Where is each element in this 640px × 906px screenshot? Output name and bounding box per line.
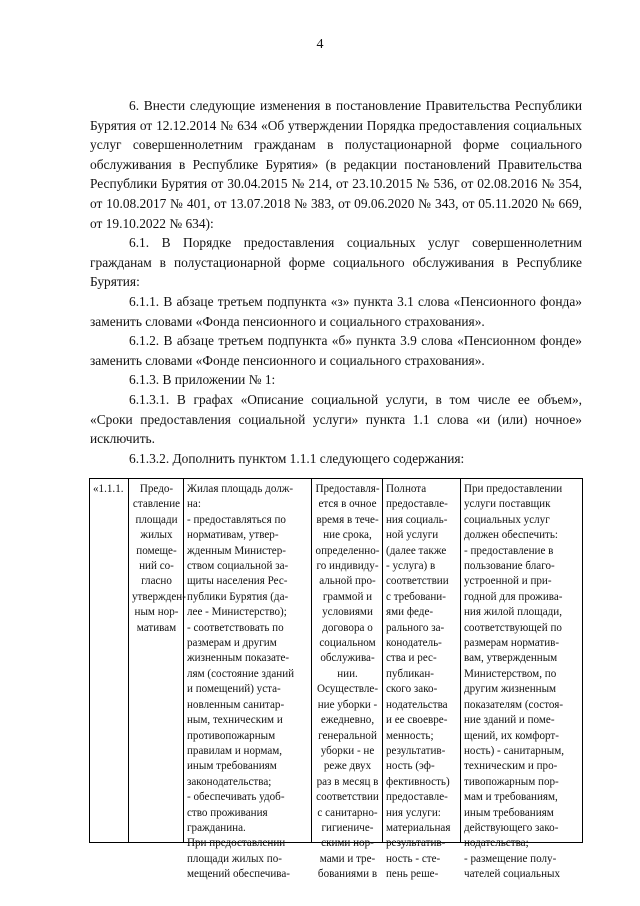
cell-line: - предоставляться по <box>187 513 286 526</box>
cell-line: годной для прожива- <box>464 590 563 603</box>
cell-line: на: <box>187 498 201 511</box>
cell-line: ным, техническим и <box>187 714 283 727</box>
cell-line: законодательства; <box>187 775 272 788</box>
cell-line: площади <box>135 513 178 526</box>
cell-line: генеральной <box>318 729 377 742</box>
cell-line: раз в месяц в <box>316 775 379 788</box>
cell-line: ной услуги <box>386 529 439 542</box>
cell-line: Предоставля- <box>315 483 380 495</box>
cell-line: нодательства; <box>464 837 529 850</box>
cell-line: договора о <box>322 621 373 634</box>
cell-line: реже двух <box>323 760 372 773</box>
cell-line: условиями <box>322 606 373 619</box>
cell-service-description <box>184 479 312 881</box>
cell-line: нии. <box>337 667 358 680</box>
cell-quality-indicators <box>383 479 461 881</box>
cell-line: ства и рес- <box>386 652 437 665</box>
cell-line: иным требованиям <box>187 760 277 773</box>
cell-service-terms <box>312 479 383 881</box>
cell-line: соответствии <box>316 791 379 804</box>
paragraph-6-1-3-2: 6.1.3.2. Дополнить пунктом 1.1.1 следующего содержания: <box>129 450 465 466</box>
cell-line: фективность) <box>386 775 450 788</box>
cell-line: результатив- <box>386 744 446 757</box>
cell-line: техническим и про- <box>464 760 558 773</box>
cell-line: предоставле- <box>386 791 448 804</box>
cell-line: предоставле- <box>386 498 448 511</box>
cell-line: - размещение полу- <box>464 852 557 865</box>
cell-line: ского зако- <box>386 683 438 696</box>
cell-line: граммой и <box>322 590 373 603</box>
cell-line: гражданина. <box>187 821 246 834</box>
cell-line: правилам и нормам, <box>187 744 283 757</box>
cell-line: нодательства <box>386 698 448 711</box>
cell-line: ние срока, <box>323 529 372 542</box>
cell-line: и ее своевре- <box>386 714 448 727</box>
cell-line: рального за- <box>386 621 445 634</box>
cell-line: другим жизненным <box>464 683 557 696</box>
cell-line: лям (состояние зданий <box>187 667 295 680</box>
cell-line: ния услуги: <box>386 806 441 819</box>
cell-line: Осуществле- <box>316 683 379 696</box>
cell-line: чателей социальных <box>464 868 561 881</box>
cell-line: жденным Министер- <box>187 544 286 557</box>
cell-line: ность (эф- <box>386 760 435 773</box>
cell-line: гигиениче- <box>321 821 374 834</box>
cell-line: - обеспечивать удоб- <box>187 791 285 804</box>
cell-line: обслужива- <box>320 652 375 665</box>
cell-line: тивопожарным пор- <box>464 775 559 788</box>
cell-line: с санитарно- <box>317 806 378 819</box>
cell-line: пользование благо- <box>464 560 555 573</box>
cell-line: ется в очное <box>318 498 377 511</box>
cell-line: ния социаль- <box>386 513 448 526</box>
cell-line: противопожарным <box>187 729 276 742</box>
cell-line: ние уборки - <box>317 698 378 711</box>
cell-line: мещений обеспечива- <box>187 868 290 881</box>
cell-line: мативам <box>136 621 177 634</box>
cell-line: с требовани- <box>386 590 446 603</box>
cell-line: альной про- <box>319 575 376 588</box>
cell-line: жилых <box>140 529 173 542</box>
cell-line: нормативам, утвер- <box>187 529 279 542</box>
cell-line: показателям (состоя- <box>464 698 564 711</box>
cell-line: ями феде- <box>386 606 434 619</box>
cell-line: новленным санитар- <box>187 698 285 711</box>
table-row <box>90 479 583 843</box>
page-number: 4 <box>316 37 324 52</box>
cell-line: го индивиду- <box>316 560 379 573</box>
cell-line: утвержден- <box>132 590 186 603</box>
cell-line: (далее также <box>386 544 447 557</box>
cell-line: ний со- <box>139 560 174 573</box>
cell-line: менность; <box>386 729 434 742</box>
cell-line: ность - сте- <box>386 852 441 865</box>
paragraph-6-1-3: 6.1.3. В приложении № 1: <box>129 372 276 388</box>
cell-line: размерам норматив- <box>464 637 560 650</box>
cell-line: публикан- <box>386 667 434 680</box>
cell-line: ния жилой площади, <box>464 606 562 619</box>
cell-line: устроенной и при- <box>464 575 552 588</box>
cell-line: действующего зако- <box>464 821 559 834</box>
document-body <box>90 96 582 468</box>
cell-line: щиты населения Рес- <box>187 575 288 588</box>
cell-line: гласно <box>141 575 172 588</box>
cell-line: социальном <box>319 637 376 650</box>
cell-line: мам и требованиям, <box>464 791 558 804</box>
cell-line: иным требованиям <box>464 806 554 819</box>
cell-line: бованиями в <box>317 868 378 881</box>
cell-line: ство проживания <box>187 806 268 819</box>
cell-line: ность) - санитарным, <box>464 744 565 757</box>
cell-line: Министерством, по <box>464 667 557 680</box>
cell-line: щений, их комфорт- <box>464 729 559 742</box>
cell-line: и помещений) уста- <box>187 683 281 696</box>
paragraph-6-1: 6.1. В Порядке предоставления социальных услуг совершеннолетним гражданам в полустационарной форме социального обслуживания в Республике Бурятия: <box>90 235 582 290</box>
paragraph-6-1-1: 6.1.1. В абзаце третьем подпункта «з» пункта 3.1 слова «Пенсионного фонда» заменить словами «Фонда пенсионного и социального страхования». <box>90 293 582 329</box>
cell-line: время в тече- <box>316 513 379 526</box>
cell-line: конодатель- <box>386 637 442 650</box>
cell-line: пень реше- <box>386 868 439 881</box>
cell-service-conditions <box>461 479 583 881</box>
cell-line: Полнота <box>386 483 427 495</box>
cell-line: - предоставление в <box>464 544 554 557</box>
cell-line: уборки - не <box>320 744 375 757</box>
cell-line: ставление <box>132 498 181 511</box>
cell-line: ежедневно, <box>320 714 375 727</box>
cell-line: скими нор- <box>321 837 374 850</box>
cell-line: - услуга) в <box>386 560 436 573</box>
cell-line: ством социальной за- <box>187 560 289 573</box>
amendment-table <box>89 478 583 881</box>
cell-line: соответствующей по <box>464 621 562 634</box>
cell-line: Предо- <box>139 483 174 495</box>
cell-line: - соответствовать по <box>187 621 284 634</box>
cell-line: площади жилых по- <box>187 852 282 865</box>
cell-line: должен обеспечить: <box>464 529 558 542</box>
cell-line: жизненным показате- <box>187 652 290 665</box>
cell-line: социальных услуг <box>464 513 550 526</box>
cell-line: ние зданий и поме- <box>464 714 555 727</box>
cell-line: размерам и другим <box>187 637 277 650</box>
cell-line: соответствии <box>386 575 449 588</box>
paragraph-6: 6. Внести следующие изменения в постановление Правительства Республики Бурятия от 12.12.2014 № 634 «Об утверждении Порядка предоставления социальных услуг совершеннолетним гражданам в полустационарной форме социального обслуживания в Республике Бурятия» (в редакции постановлений Правительства Республики Бурятия от 30.04.2015 № 214, от 23.10.2015 № 536, от 02.08.2016 № 354, от 10.08.2017 № 401, от 13.07.2018 № 383, от 09.06.2020 № 343, от 05.11.2020 № 669, от 19.10.2022 № 634): <box>90 98 582 231</box>
cell-line: помеще- <box>136 544 177 557</box>
cell-line: При предоставлении <box>464 483 563 495</box>
cell-line: лее - Министерство); <box>187 606 287 619</box>
paragraph-6-1-2: 6.1.2. В абзаце третьем подпункта «б» пункта 3.9 слова «Пенсионном фонде» заменить словами «Фонде пенсионного и социального страхования». <box>90 333 582 368</box>
cell-line: определенно- <box>315 544 380 557</box>
cell-service-name <box>129 479 184 843</box>
cell-line: При предоставлении <box>187 837 286 850</box>
cell-line: публики Бурятия (да- <box>187 590 289 603</box>
cell-line: услуги поставщик <box>464 498 551 511</box>
cell-line: «1.1.1. <box>93 483 124 495</box>
cell-line: результатив- <box>386 837 446 850</box>
cell-item-number <box>90 479 129 843</box>
cell-line: ным нор- <box>134 606 179 619</box>
cell-line: материальная <box>386 821 451 834</box>
cell-line: вам, утвержденным <box>464 652 558 665</box>
cell-line: Жилая площадь долж- <box>187 483 294 495</box>
paragraph-6-1-3-1: 6.1.3.1. В графах «Описание социальной услуги, в том числе ее объем», «Сроки предоставления социальной услуги» пункта 1.1 слова «и (или) ночное» исключить. <box>90 391 582 447</box>
cell-line: мами и тре- <box>319 852 376 865</box>
